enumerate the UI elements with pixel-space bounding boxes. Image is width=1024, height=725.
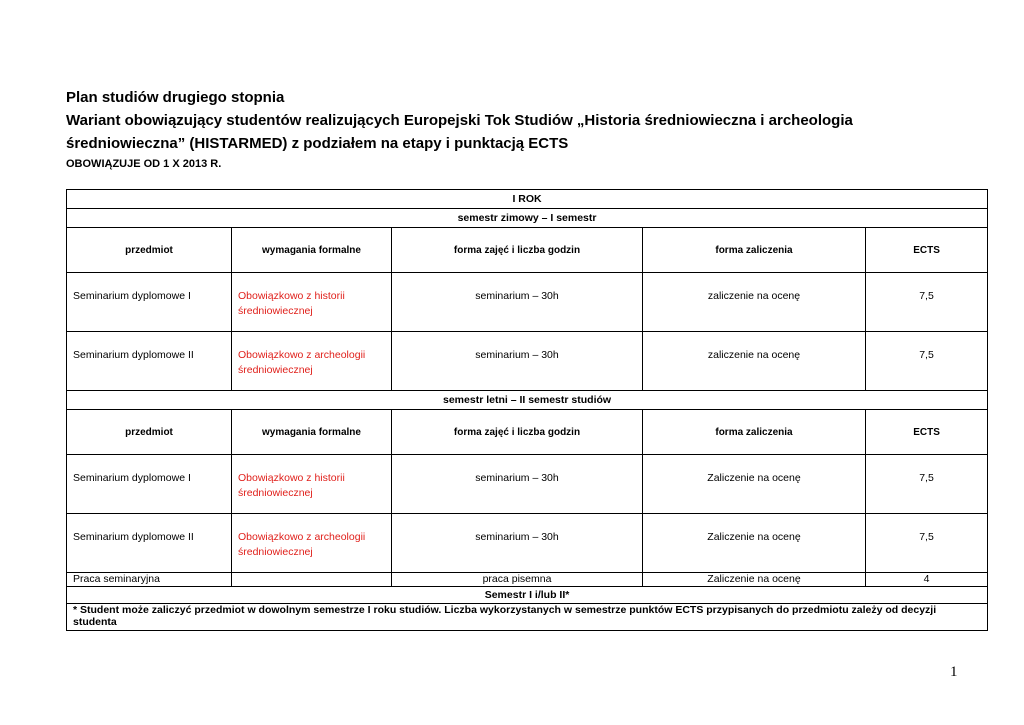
year-header: I ROK [67,190,988,209]
heading-line-2: Wariant obowiązujący studentów realizujących Europejski Tok Studiów „Historia średniowieczna i archeologia [66,112,853,129]
subject-cell: Seminarium dyplomowe II [67,332,232,391]
column-header-row [67,228,988,273]
column-header-row [67,410,988,455]
subject-cell: Praca seminaryjna [67,573,232,587]
ects-cell: 4 [866,573,988,587]
ects-cell: 7,5 [866,332,988,391]
col-ects: ECTS [866,410,988,455]
semester2-title: semestr letni – II semestr studiów [67,391,988,410]
form-cell: seminarium – 30h [392,332,643,391]
assessment-cell: Zaliczenie na ocenę [643,573,866,587]
requirement-cell: Obowiązkowo z archeologii średniowiecznej [232,514,392,573]
assessment-cell: zaliczenie na ocenę [643,332,866,391]
heading-line-3: średniowieczna” (HISTARMED) z podziałem na etapy i punktacją ECTS [66,135,569,152]
col-requirements: wymagania formalne [232,410,392,455]
assessment-cell: Zaliczenie na ocenę [643,514,866,573]
requirement-cell [232,573,392,587]
requirement-cell: Obowiązkowo z historii średniowiecznej [232,455,392,514]
study-plan-table [66,189,988,631]
subject-cell: Seminarium dyplomowe I [67,273,232,332]
ects-cell: 7,5 [866,273,988,332]
subject-cell: Seminarium dyplomowe II [67,514,232,573]
form-cell: seminarium – 30h [392,273,643,332]
table-row [67,514,988,573]
footer-note: * Student może zaliczyć przedmiot w dowolnym semestrze I roku studiów. Liczba wykorzystanych w semestrze punktów ECTS przypisanych do przedmiotu zależy od decyzji studenta [67,604,988,631]
ects-cell: 7,5 [866,514,988,573]
col-form: forma zajęć i liczba godzin [392,228,643,273]
col-ects: ECTS [866,228,988,273]
heading-line-1: Plan studiów drugiego stopnia [66,89,285,106]
form-cell: praca pisemna [392,573,643,587]
col-subject: przedmiot [67,410,232,455]
col-requirements: wymagania formalne [232,228,392,273]
assessment-cell: Zaliczenie na ocenę [643,455,866,514]
form-cell: seminarium – 30h [392,514,643,573]
col-subject: przedmiot [67,228,232,273]
col-form: forma zajęć i liczba godzin [392,410,643,455]
table-row [67,455,988,514]
assessment-cell: zaliczenie na ocenę [643,273,866,332]
col-assessment: forma zaliczenia [643,228,866,273]
effective-date: OBOWIĄZUJE OD 1 X 2013 R. [66,158,222,170]
page-number: 1 [950,664,958,680]
table-row [67,332,988,391]
ects-cell: 7,5 [866,455,988,514]
table-row [67,573,988,587]
col-assessment: forma zaliczenia [643,410,866,455]
form-cell: seminarium – 30h [392,455,643,514]
requirement-cell: Obowiązkowo z historii średniowiecznej [232,273,392,332]
semester1-title: semestr zimowy – I semestr [67,209,988,228]
table-row [67,273,988,332]
document-heading [66,86,966,173]
subject-cell: Seminarium dyplomowe I [67,455,232,514]
footer-title: Semestr I i/lub II* [67,587,988,604]
requirement-cell: Obowiązkowo z archeologii średniowiecznej [232,332,392,391]
